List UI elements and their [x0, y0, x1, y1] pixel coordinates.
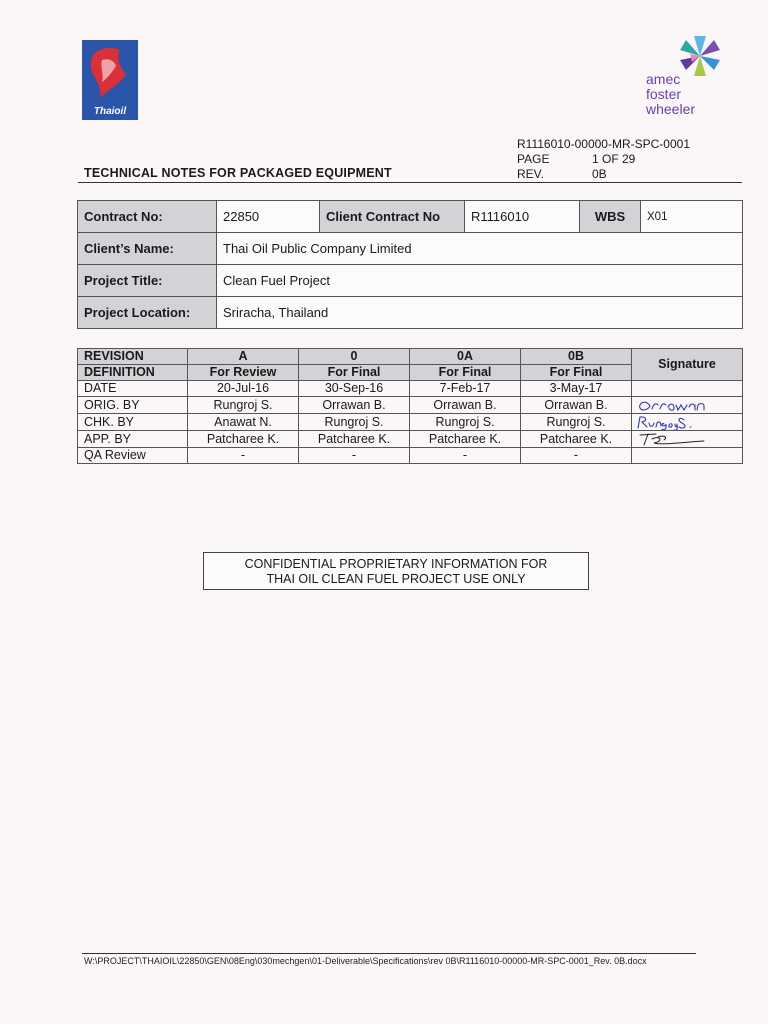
- confidential-line-2: THAI OIL CLEAN FUEL PROJECT USE ONLY: [266, 572, 526, 586]
- thaioil-brand-text: Thaioil: [93, 106, 127, 117]
- project-row-location: [78, 297, 743, 329]
- date-label: DATE: [78, 381, 188, 397]
- qa-review-label: QA Review: [78, 448, 188, 464]
- project-row-title: [78, 265, 743, 297]
- wbs-label: WBS: [580, 201, 641, 233]
- revision-row: [78, 349, 743, 365]
- chk-by-cell: Anawat N.: [188, 414, 299, 431]
- revision-table: [77, 348, 743, 464]
- wbs-value: X01: [641, 201, 743, 233]
- orig-by-cell: Rungroj S.: [188, 397, 299, 414]
- date-cell: 7-Feb-17: [410, 381, 521, 397]
- signature-header: Signature: [632, 349, 743, 381]
- handwritten-signature-app: [634, 431, 714, 447]
- date-row: [78, 381, 743, 397]
- orig-by-cell: Orrawan B.: [521, 397, 632, 414]
- app-by-cell: Patcharee K.: [188, 431, 299, 448]
- chk-by-label: CHK. BY: [78, 414, 188, 431]
- signature-cell-date: [632, 381, 743, 397]
- revision-cell: A: [188, 349, 299, 365]
- date-cell: 30-Sep-16: [299, 381, 410, 397]
- revision-cell: 0: [299, 349, 410, 365]
- signature-app: [632, 431, 743, 448]
- definition-cell: For Final: [299, 365, 410, 381]
- revision-cell: 0A: [410, 349, 521, 365]
- afw-word-1: amec: [646, 71, 681, 87]
- footer-divider: [82, 953, 696, 954]
- app-by-cell: Patcharee K.: [410, 431, 521, 448]
- afw-word-2: foster: [646, 86, 682, 102]
- contract-no-value: 22850: [217, 201, 320, 233]
- rev-label: REV.: [517, 167, 544, 181]
- thaioil-logo: [82, 40, 138, 120]
- footer-file-path: W:\PROJECT\THAIOIL\22850\GEN\08Eng\030mechgen\01-Deliverable\Specifications\rev 0B\R1116010-00000-MR-SPC-0001_Rev. 0B.docx: [84, 956, 647, 966]
- afw-wordmark: [646, 72, 695, 117]
- qa-review-cell: -: [299, 448, 410, 464]
- qa-review-cell: -: [521, 448, 632, 464]
- qa-review-cell: -: [188, 448, 299, 464]
- project-location-value: Sriracha, Thailand: [217, 297, 743, 329]
- project-row-contract: [78, 201, 743, 233]
- signature-cell-qa: [632, 448, 743, 464]
- date-cell: 3-May-17: [521, 381, 632, 397]
- definition-cell: For Review: [188, 365, 299, 381]
- chk-by-cell: Rungroj S.: [299, 414, 410, 431]
- project-location-label: Project Location:: [78, 297, 217, 329]
- rev-value: 0B: [592, 167, 607, 181]
- orig-by-cell: Orrawan B.: [410, 397, 521, 414]
- project-info-table: [77, 200, 743, 329]
- signature-orig: [632, 397, 743, 414]
- definition-cell: For Final: [521, 365, 632, 381]
- handwritten-signature-orrawan: [634, 397, 714, 413]
- client-contract-value: R1116010: [465, 201, 580, 233]
- document-title: TECHNICAL NOTES FOR PACKAGED EQUIPMENT: [84, 166, 392, 180]
- doc-number: R1116010-00000-MR-SPC-0001: [517, 137, 690, 151]
- orig-by-label: ORIG. BY: [78, 397, 188, 414]
- project-title-label: Project Title:: [78, 265, 217, 297]
- project-row-client: [78, 233, 743, 265]
- date-cell: 20-Jul-16: [188, 381, 299, 397]
- qa-review-cell: -: [410, 448, 521, 464]
- chk-by-row: [78, 414, 743, 431]
- client-name-value: Thai Oil Public Company Limited: [217, 233, 743, 265]
- app-by-cell: Patcharee K.: [521, 431, 632, 448]
- app-by-label: APP. BY: [78, 431, 188, 448]
- contract-no-label: Contract No:: [78, 201, 217, 233]
- revision-label: REVISION: [78, 349, 188, 365]
- afw-word-3: wheeler: [646, 101, 696, 117]
- handwritten-signature-rungroj: [634, 414, 724, 430]
- amec-foster-wheeler-logo: [612, 34, 736, 124]
- header-divider: [78, 182, 742, 183]
- definition-cell: For Final: [410, 365, 521, 381]
- qa-review-row: [78, 448, 743, 464]
- definition-label: DEFINITION: [78, 365, 188, 381]
- chk-by-cell: Rungroj S.: [521, 414, 632, 431]
- signature-chk: [632, 414, 743, 431]
- client-contract-label: Client Contract No: [320, 201, 465, 233]
- confidential-line-1: CONFIDENTIAL PROPRIETARY INFORMATION FOR: [244, 557, 548, 571]
- orig-by-cell: Orrawan B.: [299, 397, 410, 414]
- page-label: PAGE: [517, 152, 550, 166]
- project-title-value: Clean Fuel Project: [217, 265, 743, 297]
- chk-by-cell: Rungroj S.: [410, 414, 521, 431]
- page-value: 1 OF 29: [592, 152, 636, 166]
- client-name-label: Client’s Name:: [78, 233, 217, 265]
- app-by-row: [78, 431, 743, 448]
- app-by-cell: Patcharee K.: [299, 431, 410, 448]
- thaioil-flame-icon: [86, 44, 134, 104]
- orig-by-row: [78, 397, 743, 414]
- confidential-notice: [203, 552, 589, 590]
- revision-cell: 0B: [521, 349, 632, 365]
